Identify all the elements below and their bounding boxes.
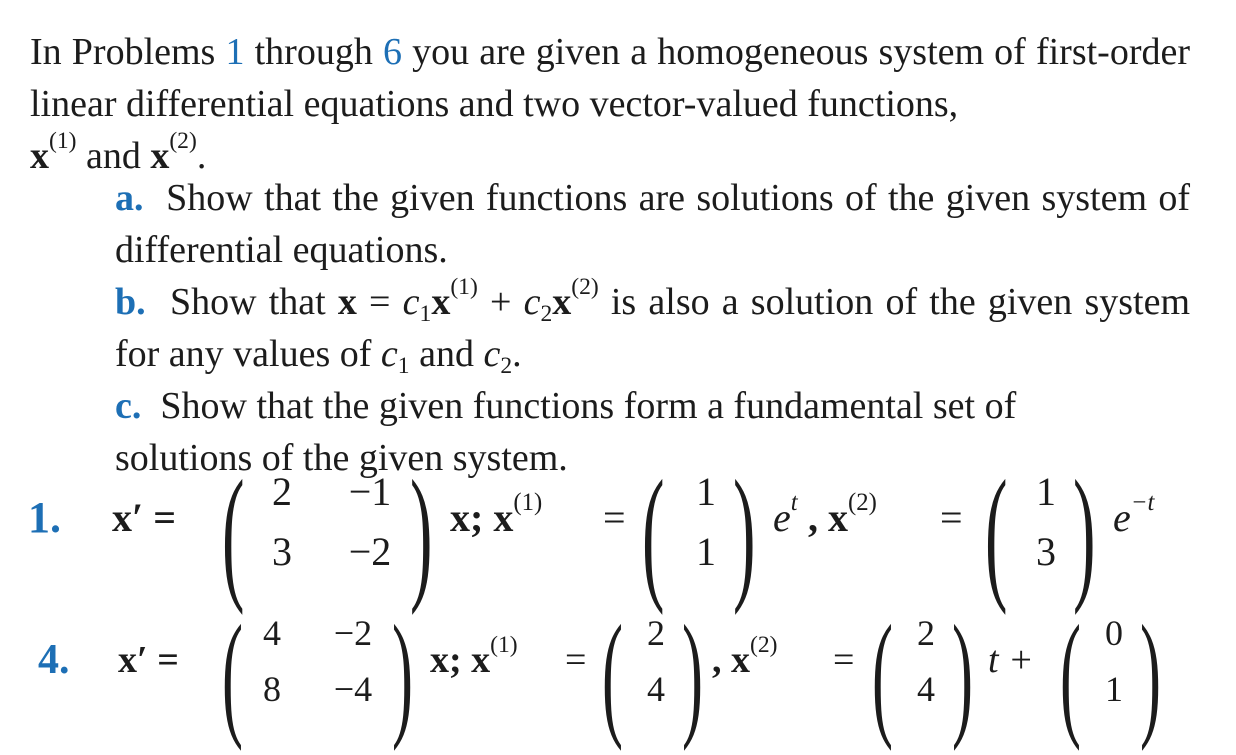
superscript: (1) xyxy=(450,273,478,300)
problem-4-x-x1 xyxy=(430,631,518,682)
item-b-text: Show that xyxy=(169,281,338,323)
left-paren: ( xyxy=(222,450,245,616)
superscript: (2) xyxy=(169,127,197,154)
symbol-text: , x xyxy=(808,495,848,540)
superscript: (1) xyxy=(490,631,518,658)
right-paren: ) xyxy=(1073,450,1096,616)
right-paren: ) xyxy=(392,597,413,752)
symbol-text: x; x xyxy=(430,639,491,681)
t-plus-term: t + xyxy=(988,639,1034,681)
vector-entry: 1 xyxy=(696,529,716,574)
c1-symbol: c xyxy=(380,333,398,375)
problem-intro xyxy=(30,26,1190,182)
item-b-text: . xyxy=(512,333,522,375)
item-c-text: Show that the given functions form a fundamental set of xyxy=(160,385,1017,427)
item-c-cutoff-line xyxy=(115,432,815,479)
e-symbol: e xyxy=(1113,495,1131,540)
intro-text: . xyxy=(196,135,207,177)
superscript: (1) xyxy=(49,127,77,154)
matrix-entry: −2 xyxy=(348,529,392,574)
item-a-text: Show that the given functions are solutions of the given system of differential equations. xyxy=(115,177,1190,271)
matrix-entry: 2 xyxy=(272,469,292,514)
intro-text: In Problems xyxy=(30,31,226,73)
right-paren: ) xyxy=(733,450,756,616)
symbol-text: x; x xyxy=(450,495,514,540)
subscript: 1 xyxy=(397,353,410,380)
vector-entry: 1 xyxy=(1036,469,1056,514)
left-paren: ( xyxy=(222,597,243,752)
x-vector-symbol: x xyxy=(30,135,49,177)
subscript: 2 xyxy=(500,353,513,380)
x-vector-symbol: x xyxy=(150,135,170,177)
item-a xyxy=(115,172,1190,276)
exp-term xyxy=(1113,488,1155,541)
intro-text: through xyxy=(244,31,383,73)
left-paren: ( xyxy=(872,597,893,752)
left-paren: ( xyxy=(1060,597,1081,752)
matrix-entry: 8 xyxy=(263,669,281,709)
problem-1-number: 1. xyxy=(28,493,61,542)
subscript: 2 xyxy=(540,301,553,328)
item-b xyxy=(115,273,1191,380)
item-c-text-cut: solutions of the given system. xyxy=(115,437,568,479)
left-paren: ( xyxy=(642,450,665,616)
item-b-label: b. xyxy=(115,281,146,323)
equals-sign: = xyxy=(565,639,587,681)
vector-entry: 1 xyxy=(696,469,716,514)
x-vector-symbol: x xyxy=(337,281,357,323)
equals-sign: = xyxy=(603,495,626,540)
c2-symbol: c xyxy=(523,281,541,323)
problem-1-x-x1 xyxy=(450,488,543,541)
symbol-text: , x xyxy=(712,639,750,681)
vector-entry: 4 xyxy=(917,669,935,709)
equals-sign: = xyxy=(833,639,855,681)
superscript: (2) xyxy=(571,273,599,300)
matrix-entry: −4 xyxy=(333,669,373,709)
left-paren: ( xyxy=(985,450,1008,616)
superscript: −t xyxy=(1130,488,1155,516)
item-c-label: c. xyxy=(115,385,142,427)
superscript: t xyxy=(790,488,798,516)
x-vector-symbol: x xyxy=(431,281,451,323)
problem-1-lhs: x′ = xyxy=(112,495,177,540)
problem-1-x2 xyxy=(808,488,877,541)
problem-4-lhs: x′ = xyxy=(118,639,179,681)
right-paren: ) xyxy=(1140,597,1161,752)
matrix-entry: −2 xyxy=(333,613,373,653)
superscript: (2) xyxy=(848,488,877,516)
intro-text: you are given a homogeneous system of first-order linear differential equations and two vector-valued functions, xyxy=(30,31,1191,125)
vector-entry: 1 xyxy=(1105,669,1123,709)
item-c xyxy=(115,380,1190,432)
right-paren: ) xyxy=(952,597,973,752)
matrix-entry: −1 xyxy=(348,469,392,514)
vector-entry: 0 xyxy=(1105,613,1123,653)
right-paren: ) xyxy=(410,450,433,616)
matrix-entry: 3 xyxy=(272,529,292,574)
equals-sign: = xyxy=(356,281,403,323)
c2-symbol: c xyxy=(483,333,501,375)
superscript: (2) xyxy=(750,631,778,658)
vector-entry: 2 xyxy=(917,613,935,653)
equals-sign: = xyxy=(940,495,963,540)
vector-entry: 2 xyxy=(647,613,665,653)
problem-link-6[interactable]: 6 xyxy=(382,31,402,73)
right-paren: ) xyxy=(682,597,703,752)
vector-entry: 4 xyxy=(647,669,665,709)
item-a-label: a. xyxy=(115,177,144,219)
intro-text: and xyxy=(76,135,151,177)
item-b-text: and xyxy=(409,333,484,375)
matrix-entry: 4 xyxy=(263,613,281,653)
problem-4-x2 xyxy=(712,631,778,682)
subscript: 1 xyxy=(419,301,432,328)
item-b-text: is also a solution of the given system for any values of xyxy=(115,281,1191,375)
problem-4-number: 4. xyxy=(38,637,70,683)
c1-symbol: c xyxy=(402,281,420,323)
exp-term xyxy=(773,488,798,541)
problem-link-1[interactable]: 1 xyxy=(225,31,245,73)
plus-sign: + xyxy=(477,281,524,323)
vector-entry: 3 xyxy=(1036,529,1056,574)
x-vector-symbol: x xyxy=(552,281,572,323)
superscript: (1) xyxy=(513,488,543,516)
left-paren: ( xyxy=(602,597,623,752)
e-symbol: e xyxy=(773,495,791,540)
